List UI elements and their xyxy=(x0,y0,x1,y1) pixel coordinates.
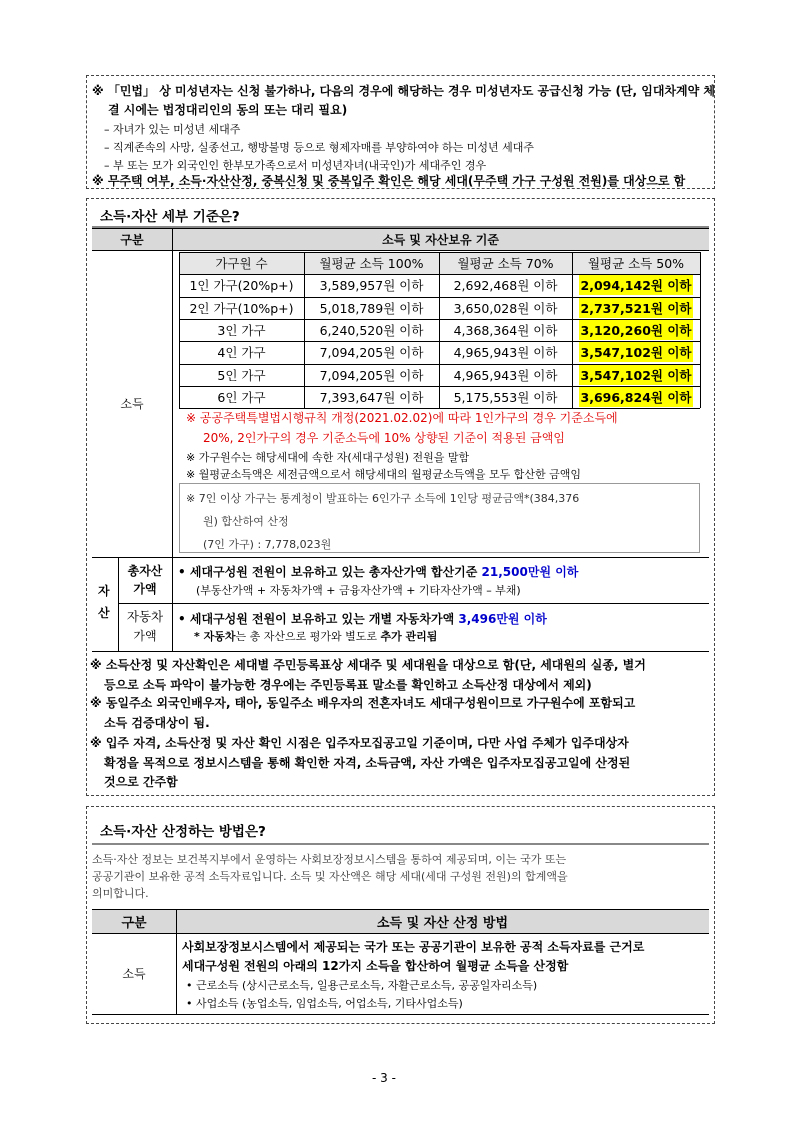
income-table-cell: 5,018,789원 이하 xyxy=(319,300,424,316)
method-col-type: 구분 xyxy=(121,915,147,931)
method-intro-line1: 소득·자산 정보는 보건복지부에서 운영하는 사회보장정보시스템을 통하여 제공되며, 이는 국가 또는 xyxy=(92,853,567,866)
income-table-cell: 2,692,468원 이하 xyxy=(453,278,558,294)
method-intro-line2: 공공기관이 보유한 공적 소득자료입니다. 소득 및 자산액은 해당 세대(세대 구성원 전원)의 합계액을 xyxy=(92,870,568,883)
minor-bullet-2: – 직계존속의 사망, 실종선고, 행방불명 등으로 형제자매를 부양하여야 하는 미성년 세대주 xyxy=(104,141,534,154)
car-asset-label-2: 가액 xyxy=(133,628,157,643)
income-table-cell xyxy=(572,341,700,363)
income-table-cell xyxy=(572,319,700,341)
income-table-cell: 4,368,364원 이하 xyxy=(453,323,558,339)
income-table-cell xyxy=(572,364,700,386)
income-table-household-size: 2인 가구(10%p+) xyxy=(189,300,294,316)
minor-note-line1: ※ 「민법」 상 미성년자는 신청 불가하나, 다음의 경우에 해당하는 경우 미성년자도 공급신청 가능 (단, 임대차계약 체 xyxy=(92,84,715,98)
method-title-rule xyxy=(92,843,709,845)
income-table-header: 월평균 소득 100% xyxy=(319,256,424,272)
minor-bullet-1: – 자녀가 있는 미성년 세대주 xyxy=(104,123,241,136)
footnote-3-line1: ※ 입주 자격, 소득산정 및 자산 확인 시점은 입주자모집공고일 기준이며, 다만 사업 주체가 입주대상자 xyxy=(90,736,629,750)
income-table-cell: 5,175,553원 이하 xyxy=(453,389,558,405)
income-table-cell: 7,094,205원 이하 xyxy=(319,367,424,383)
criteria-col-type: 구분 xyxy=(120,232,144,247)
total-asset-label-1: 총자산 xyxy=(127,563,163,578)
seven-person-note-line3: (7인 가구) : 7,778,023원 xyxy=(203,538,332,551)
income-50pct-highlight: 3,120,260원 이하 xyxy=(579,320,694,340)
income-50pct-highlight: 2,094,142원 이하 xyxy=(579,275,694,295)
asset-label-top: 자 xyxy=(98,584,110,598)
total-asset-criterion: • 세대구성원 전원이 보유하고 있는 총자산가액 합산기준 21,500만원 이하 xyxy=(178,565,579,579)
total-asset-label-2: 가액 xyxy=(133,581,157,596)
income-row-label: 소득 xyxy=(120,397,144,411)
method-title: 소득·자산 산정하는 방법은? xyxy=(100,824,266,840)
income-table-cell: 7,393,647원 이하 xyxy=(319,389,424,405)
method-intro-line3: 의미합니다. xyxy=(92,887,149,900)
footnote-1-line2: 등으로 소득 파악이 불가능한 경우에는 주민등록표 말소를 확인하고 소득산정 대상에서 제외) xyxy=(104,678,592,692)
income-50pct-highlight: 3,547,102원 이하 xyxy=(579,342,694,362)
footnote-1-line1: ※ 소득산정 및 자산확인은 세대별 주민등록표상 세대주 및 세대원을 대상으로 함(단, 세대원의 실종, 별거 xyxy=(90,658,646,672)
monthly-income-note: ※ 월평균소득액은 세전금액으로서 해당세대의 월평균소득액을 모두 합산한 금액임 xyxy=(186,468,581,481)
method-col-method: 소득 및 자산 산정 방법 xyxy=(376,915,509,931)
income-50pct-highlight: 3,696,824원 이하 xyxy=(579,387,694,407)
method-desc-line1: 사회보장정보시스템에서 제공되는 국가 또는 공공기관이 보유한 공적 소득자료를 근거로 xyxy=(182,940,645,954)
footnote-2-line2: 소득 검증대상이 됨. xyxy=(104,716,210,730)
footnote-3-line2: 확정을 목적으로 정보시스템을 통해 확인한 자격, 소득금액, 자산 가액은 입주자모집공고일에 산정된 xyxy=(104,756,631,770)
income-table-cell: 6,240,520원 이하 xyxy=(319,323,424,339)
income-50pct-highlight: 2,737,521원 이하 xyxy=(579,298,694,318)
criteria-col-criteria: 소득 및 자산보유 기준 xyxy=(382,232,499,247)
income-table-household-size: 1인 가구(20%p+) xyxy=(189,278,294,294)
income-table-cell xyxy=(572,274,700,296)
asset-label-bottom: 산 xyxy=(98,606,110,620)
method-desc-line2: 세대구성원 전원의 아래의 12가지 소득을 합산하여 월평균 소득을 산정함 xyxy=(182,959,569,973)
income-table-cell: 3,650,028원 이하 xyxy=(453,300,558,316)
income-table-cell xyxy=(572,386,700,408)
red-note-line1: ※ 공공주택특별법시행규칙 개정(2021.02.02)에 따라 1인가구의 경우 기준소득에 xyxy=(186,411,618,425)
household-count-note: ※ 가구원수는 해당세대에 속한 자(세대구성원) 전원을 말함 xyxy=(186,451,470,464)
footnote-3-line3: 것으로 간주함 xyxy=(104,775,178,789)
household-note: ※ 무주택 여부, 소득·자산산정, 중복신청 및 중복입주 확인은 해당 세대(무주택 가구 구성원 전원)를 대상으로 함 xyxy=(92,174,686,188)
page-number: - 3 - xyxy=(372,1071,396,1085)
car-asset-limit: 3,496만원 이하 xyxy=(458,612,547,626)
income-table-header: 월평균 소득 50% xyxy=(587,256,685,272)
income-table-cell: 7,094,205원 이하 xyxy=(319,345,424,361)
income-table-cell: 4,965,943원 이하 xyxy=(453,367,558,383)
total-asset-formula: (부동산가액 + 자동차가액 + 금융자산가액 + 기타자산가액 – 부채) xyxy=(196,584,521,597)
income-table-cell: 3,589,957원 이하 xyxy=(319,278,424,294)
total-asset-limit: 21,500만원 이하 xyxy=(481,565,579,579)
income-50pct-highlight: 3,547,102원 이하 xyxy=(579,365,694,385)
income-table-household-size: 5인 가구 xyxy=(217,367,266,383)
criteria-title: 소득·자산 세부 기준은? xyxy=(100,209,240,225)
seven-person-note-line1: ※ 7인 이상 가구는 통계청이 발표하는 6인가구 소득에 1인당 평균금액*(384,376 xyxy=(186,492,580,505)
car-asset-label-1: 자동차 xyxy=(126,609,164,624)
income-table-household-size: 6인 가구 xyxy=(217,389,266,405)
income-table-header: 월평균 소득 70% xyxy=(457,256,554,272)
method-item-business-income: • 사업소득 (농업소득, 임업소득, 어업소득, 기타사업소득) xyxy=(186,997,463,1010)
income-table-household-size: 3인 가구 xyxy=(217,323,266,339)
minor-note-line2: 결 시에는 법정대리인의 동의 또는 대리 필요) xyxy=(108,103,348,117)
method-income-label: 소득 xyxy=(122,967,146,981)
income-table-cell: 4,965,943원 이하 xyxy=(453,345,558,361)
footnote-2-line1: ※ 동일주소 외국인배우자, 태아, 동일주소 배우자의 전혼자녀도 세대구성원이므로 가구원수에 포함되고 xyxy=(90,696,636,710)
car-asset-note: * 자동차는 총 자산으로 평가와 별도로 추가 관리됨 xyxy=(194,630,438,643)
red-note-line2: 20%, 2인가구의 경우 기준소득에 10% 상향된 기준이 적용된 금액임 xyxy=(203,431,565,445)
income-table-household-size: 4인 가구 xyxy=(217,345,266,361)
method-item-earned-income: • 근로소득 (상시근로소득, 일용근로소득, 자활근로소득, 공공일자리소득) xyxy=(186,979,538,992)
income-table-header: 가구원 수 xyxy=(215,256,268,272)
car-asset-criterion: • 세대구성원 전원이 보유하고 있는 개별 자동차가액 3,496만원 이하 xyxy=(178,612,547,626)
seven-person-note-line2: 원) 합산하여 산정 xyxy=(203,515,289,528)
minor-bullet-3: – 부 또는 모가 외국인인 한부모가족으로서 미성년자녀(내국인)가 세대주인 경우 xyxy=(104,159,487,172)
income-table-cell xyxy=(572,297,700,319)
